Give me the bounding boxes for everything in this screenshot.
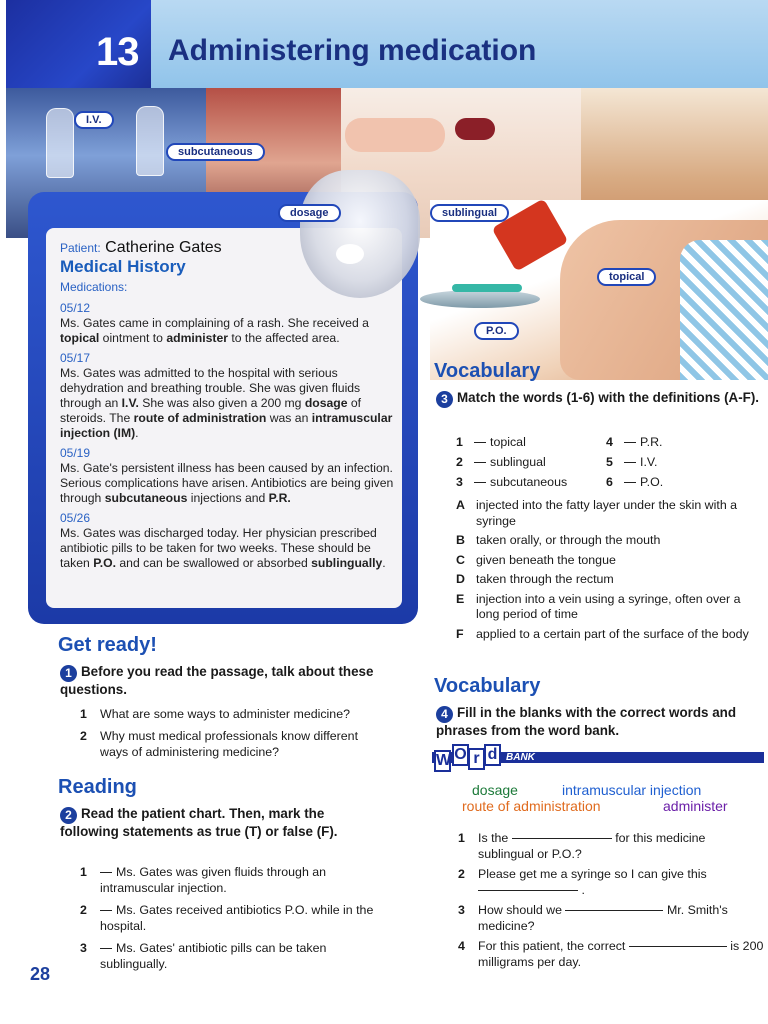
page-number: 28 <box>30 964 51 984</box>
definition-text: injection into a vein using a syringe, often over a long period of time <box>476 591 741 621</box>
page-title: Administering medication <box>168 34 537 67</box>
word-bank-tile: W <box>434 750 451 772</box>
vocab1-instruction <box>436 390 762 408</box>
item-text-before: How should we <box>478 903 563 917</box>
question-item <box>80 706 380 722</box>
dress-image <box>680 240 768 380</box>
word-number: 2 <box>456 455 463 469</box>
chart-entry <box>60 351 400 441</box>
item-text-after: for this medicine sublingual or P.O.? <box>478 831 706 861</box>
word-bank-tile: r <box>468 748 485 770</box>
chart-entry <box>60 446 400 506</box>
word-text: subcutaneous <box>490 475 568 489</box>
definition-letter: B <box>456 533 465 547</box>
fill-item <box>458 830 764 862</box>
word-text: sublingual <box>490 455 546 469</box>
iv-bottle-image <box>136 106 164 176</box>
patient-label: Patient: <box>60 241 101 255</box>
item-text: What are some ways to administer medicine? <box>100 707 350 721</box>
statement-item <box>80 902 390 934</box>
answer-blank[interactable] <box>474 462 486 463</box>
exercise-number: 1 <box>60 665 77 682</box>
definition-text: applied to a certain part of the surface of the body <box>476 626 749 641</box>
vocabulary-heading-1: Vocabulary <box>434 360 541 382</box>
definition-text: given beneath the tongue <box>476 552 616 567</box>
item-text-after: Mr. Smith's medicine? <box>478 903 728 933</box>
answer-blank[interactable] <box>100 872 112 873</box>
instruction-text: Fill in the blanks with the correct words and phrases from the word bank. <box>436 705 737 738</box>
chart-entry <box>60 511 400 571</box>
item-number: 2 <box>80 903 87 917</box>
iv-bottle-image <box>46 108 74 178</box>
label-po: P.O. <box>474 322 519 340</box>
item-text-before: Is the <box>478 831 509 845</box>
item-text: Ms. Gates' antibiotic pills can be taken sublingually. <box>100 941 327 971</box>
instruction-text: Read the patient chart. Then, mark the following statements as true (T) or false (F). <box>60 806 338 839</box>
item-number: 3 <box>458 903 465 917</box>
match-word <box>456 452 606 472</box>
definition-text: injected into the fatty layer under the skin with a syringe <box>476 498 738 528</box>
entry-text: Ms. Gates was admitted to the hospital with serious dehydration and breathing trouble. She was given fluids through an I.V. She was also given a 200 mg dosage of steroids. The route of administration was an intramuscular injection (IM). <box>60 366 393 440</box>
chart-entries <box>60 301 400 571</box>
answer-blank[interactable] <box>100 948 112 949</box>
definition-item <box>456 533 764 549</box>
exercise-number: 4 <box>436 706 453 723</box>
definition-item <box>456 553 764 569</box>
match-word <box>456 432 606 452</box>
match-row <box>456 452 756 472</box>
match-word <box>606 472 756 492</box>
match-word <box>606 452 756 472</box>
answer-blank[interactable] <box>474 482 486 483</box>
word-bank-tile: O <box>452 744 469 766</box>
reading-statements <box>80 864 390 978</box>
label-topical: topical <box>597 268 656 286</box>
entry-text: Ms. Gates came in complaining of a rash. She received a topical ointment to administer to the affected area. <box>60 316 369 345</box>
vocabulary-heading-2: Vocabulary <box>434 675 541 697</box>
word-bank-tile: d <box>484 744 501 766</box>
item-text: Why must medical professionals know different ways of administering medicine? <box>100 729 359 759</box>
word-text: P.R. <box>640 435 663 449</box>
definition-text: taken through the rectum <box>476 572 614 586</box>
patient-name: Catherine Gates <box>105 239 222 256</box>
statement-item <box>80 940 390 972</box>
fill-item <box>458 866 764 898</box>
item-number: 1 <box>80 865 87 879</box>
definition-text: taken orally, or through the mouth <box>476 533 661 547</box>
label-iv: I.V. <box>74 111 114 129</box>
answer-blank[interactable] <box>100 910 112 911</box>
label-sublingual: sublingual <box>430 204 509 222</box>
definition-letter: A <box>456 498 465 512</box>
fill-item <box>458 902 764 934</box>
label-subcutaneous: subcutaneous <box>166 143 265 161</box>
match-word <box>606 432 756 452</box>
instruction-text: Match the words (1-6) with the definitions (A-F). <box>457 390 760 405</box>
medical-history-heading: Medical History <box>60 257 186 276</box>
answer-blank[interactable] <box>512 838 612 839</box>
definition-letter: C <box>456 552 465 567</box>
word-bank-word: administer <box>663 798 728 814</box>
word-number: 5 <box>606 455 613 469</box>
word-number: 4 <box>606 435 613 449</box>
entry-date: 05/19 <box>60 446 91 460</box>
definitions-list <box>456 498 764 646</box>
fill-item <box>458 938 764 970</box>
reading-instruction <box>60 806 370 840</box>
get-ready-questions <box>80 706 380 766</box>
instruction-text: Before you read the passage, talk about these questions. <box>60 664 374 697</box>
chart-entry <box>60 301 400 346</box>
item-number: 2 <box>80 729 87 743</box>
match-words <box>456 432 756 492</box>
reading-heading: Reading <box>58 776 137 798</box>
word-text: I.V. <box>640 455 658 469</box>
entry-date: 05/17 <box>60 351 91 365</box>
word-bank-label: BANK <box>506 752 535 763</box>
fill-in-blanks <box>458 830 764 974</box>
entry-text: Ms. Gates was discharged today. Her physician prescribed antibiotic pills to be taken for two weeks. These should be taken P.O. and can be swallowed or absorbed sublingually. <box>60 526 386 570</box>
definition-item <box>456 627 764 643</box>
finger-image <box>345 118 445 152</box>
item-text: Ms. Gates received antibiotics P.O. while in the hospital. <box>100 903 374 933</box>
answer-blank[interactable] <box>624 482 636 483</box>
definition-letter: E <box>456 591 465 606</box>
patient-chart <box>60 240 400 576</box>
get-ready-instruction <box>60 664 380 698</box>
spoon-image <box>420 290 540 308</box>
match-row <box>456 472 756 492</box>
question-item <box>80 728 380 760</box>
answer-blank[interactable] <box>624 442 636 443</box>
syrup-image <box>452 284 522 292</box>
word-bank-word: route of administration <box>462 798 601 814</box>
definition-item <box>456 592 764 623</box>
mouth-image <box>455 118 495 140</box>
answer-blank[interactable] <box>624 462 636 463</box>
word-number: 1 <box>456 435 463 449</box>
entry-date: 05/12 <box>60 301 91 315</box>
item-number: 2 <box>458 867 465 881</box>
exercise-number: 3 <box>436 391 453 408</box>
statement-item <box>80 864 390 896</box>
answer-blank[interactable] <box>478 890 578 891</box>
word-number: 6 <box>606 475 613 489</box>
item-number: 3 <box>80 941 87 955</box>
entry-text: Ms. Gate's persistent illness has been caused by an infection. Serious complications have arisen. Antibiotics are being given through subcutaneous injections and P.R. <box>60 461 394 505</box>
item-number: 4 <box>458 939 465 953</box>
exercise-number: 2 <box>60 807 77 824</box>
definition-item <box>456 572 764 588</box>
match-word <box>456 472 606 492</box>
item-text-before: For this patient, the correct <box>478 939 626 953</box>
get-ready-heading: Get ready! <box>58 634 157 656</box>
label-dosage: dosage <box>278 204 341 222</box>
word-text: P.O. <box>640 475 664 489</box>
word-bank-word: dosage <box>472 782 518 798</box>
definition-letter: D <box>456 572 465 586</box>
definition-letter: F <box>456 626 464 641</box>
word-bank-word: intramuscular injection <box>562 782 702 798</box>
unit-number: 13 <box>96 30 139 74</box>
answer-blank[interactable] <box>474 442 486 443</box>
patient-line <box>60 240 400 256</box>
word-number: 3 <box>456 475 463 489</box>
item-number: 1 <box>80 707 87 721</box>
item-number: 1 <box>458 831 465 845</box>
answer-blank[interactable] <box>629 946 727 947</box>
item-text-after: . <box>581 883 585 897</box>
match-row <box>456 432 756 452</box>
item-text: Ms. Gates was given fluids through an intramuscular injection. <box>100 865 327 895</box>
word-text: topical <box>490 435 526 449</box>
answer-blank[interactable] <box>565 910 663 911</box>
vocab2-instruction <box>436 705 762 739</box>
item-text-before: Please get me a syringe so I can give this <box>478 867 707 881</box>
definition-item <box>456 498 764 529</box>
medications-label: Medications: <box>60 280 128 294</box>
item-text-after: is 200 milligrams per day. <box>478 939 764 969</box>
entry-date: 05/26 <box>60 511 91 525</box>
